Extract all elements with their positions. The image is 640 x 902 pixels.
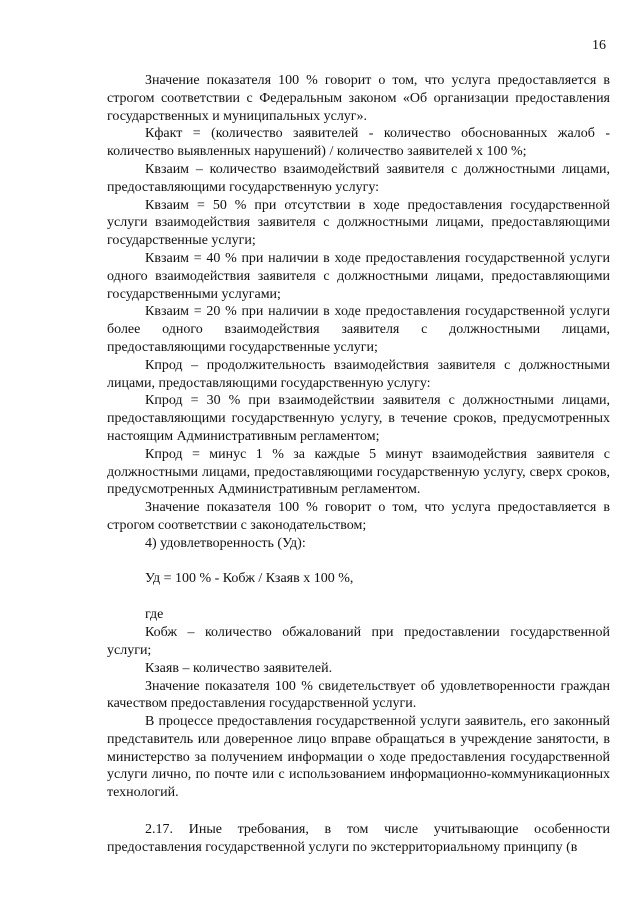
paragraph: Квзаим = 50 % при отсутствии в ходе предоставления государственной услуги взаимодействия заявителя с должностными лицами, предоставляющими государственные услуги; <box>107 197 610 249</box>
paragraph: Кпрод = 30 % при взаимодействии заявителя с должностными лицами, предоставляющими государственную услугу, в течение сроков, предусмотренных настоящим Административным регламентом; <box>107 393 610 444</box>
formula-ud: Уд = 100 % - Кобж / Кзаяв х 100 %, <box>145 570 354 586</box>
paragraph: В процессе предоставления государственной услуги заявитель, его законный представитель или доверенное лицо вправе обращаться в учреждение занятости, в министерство за получением информации о ходе предоставления государственной услуги лично, по почте или с использованием информационно-коммуникационных технологий. <box>107 714 610 801</box>
paragraph: Кпрод – продолжительность взаимодействия заявителя с должностными лицами, предоставляющими государственную услугу: <box>107 357 610 391</box>
paragraph: Значение показателя 100 % говорит о том, что услуга предоставляется в строгом соответствии с Федеральным законом «Об организации предоставления государственных и муниципальных услуг». <box>107 73 610 124</box>
paragraph: Квзаим = 40 % при наличии в ходе предоставления государственной услуги одного взаимодействия заявителя с должностными лицами, предоставляющими государственными услугами; <box>107 250 610 302</box>
paragraph: Кзаяв – количество заявителей. <box>145 660 333 676</box>
list-item-satisfaction: 4) удовлетворенность (Уд): <box>145 535 306 551</box>
paragraph: Значение показателя 100 % говорит о том, что услуга предоставляется в строгом соответствии с законодательством; <box>107 500 610 533</box>
formula-kfakt: Кфакт = (количество заявителей - количество обоснованных жалоб - количество выявленных нарушений) / количество заявителей х 100 %; <box>107 126 610 160</box>
paragraph: где <box>145 607 164 623</box>
paragraph: Квзаим – количество взаимодействий заявителя с должностными лицами, предоставляющими государственную услугу: <box>107 161 610 195</box>
paragraph: Квзаим = 20 % при наличии в ходе предоставления государственной услуги более одного взаимодействия заявителя с должностными лицами, предоставляющими государственные услуги; <box>107 304 610 355</box>
document-body <box>107 72 610 857</box>
paragraph: Значение показателя 100 % свидетельствует об удовлетворенности граждан качеством предоставления государственной услуги. <box>107 678 610 712</box>
section-heading-2-17: 2.17. Иные требования, в том числе учитывающие особенности предоставления государственной услуги по экстерриториальному принципу (в <box>107 822 610 855</box>
paragraph: Кобж – количество обжалований при предоставлении государственной услуги; <box>107 625 610 658</box>
paragraph: Кпрод = минус 1 % за каждые 5 минут взаимодействия заявителя с должностными лицами, предоставляющими государственную услугу, сверх сроков, предусмотренных Административным регламентом. <box>107 446 610 498</box>
page-number: 16 <box>592 38 606 53</box>
